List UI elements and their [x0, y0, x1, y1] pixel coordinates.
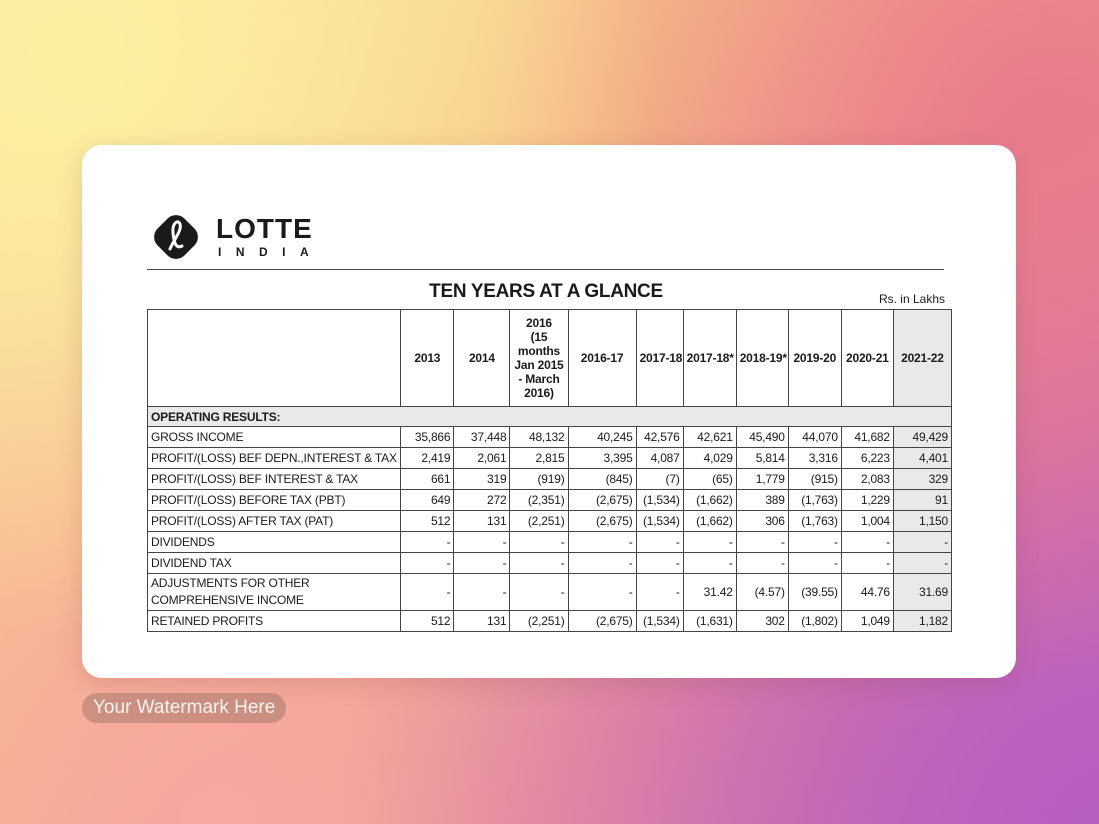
- value-cell: -: [636, 574, 683, 611]
- table-row: [148, 490, 952, 511]
- value-cell: -: [401, 532, 454, 553]
- lotte-badge-icon: [148, 209, 204, 265]
- column-header: 2017-18: [636, 310, 683, 407]
- value-cell: -: [736, 553, 788, 574]
- row-label: DIVIDENDS: [148, 532, 401, 553]
- value-cell: -: [736, 532, 788, 553]
- value-cell: (1,534): [636, 490, 683, 511]
- value-cell: 31.69: [893, 574, 951, 611]
- value-cell: (845): [568, 469, 636, 490]
- column-header: 2013: [401, 310, 454, 407]
- table-row: [148, 511, 952, 532]
- value-cell: (919): [510, 469, 568, 490]
- table-row: [148, 448, 952, 469]
- value-cell: (7): [636, 469, 683, 490]
- value-cell: 512: [401, 611, 454, 632]
- value-cell: 302: [736, 611, 788, 632]
- value-cell: (1,802): [788, 611, 841, 632]
- value-cell: 1,150: [893, 511, 951, 532]
- value-cell: -: [841, 532, 893, 553]
- value-cell: (2,251): [510, 511, 568, 532]
- value-cell: -: [510, 532, 568, 553]
- value-cell: (915): [788, 469, 841, 490]
- logo-subtitle: INDIA: [218, 245, 324, 259]
- value-cell: 661: [401, 469, 454, 490]
- value-cell: -: [893, 553, 951, 574]
- value-cell: 44.76: [841, 574, 893, 611]
- value-cell: -: [683, 532, 736, 553]
- row-label: PROFIT/(LOSS) BEF INTEREST & TAX: [148, 469, 401, 490]
- value-cell: -: [454, 553, 510, 574]
- value-cell: (1,763): [788, 511, 841, 532]
- header-blank-cell: [148, 310, 401, 407]
- table-row: [148, 532, 952, 553]
- value-cell: -: [893, 532, 951, 553]
- section-label: OPERATING RESULTS:: [148, 407, 952, 427]
- value-cell: 40,245: [568, 427, 636, 448]
- value-cell: -: [841, 553, 893, 574]
- row-label: PROFIT/(LOSS) BEF DEPN.,INTEREST & TAX: [148, 448, 401, 469]
- value-cell: -: [568, 574, 636, 611]
- value-cell: 1,229: [841, 490, 893, 511]
- value-cell: (2,351): [510, 490, 568, 511]
- value-cell: 2,061: [454, 448, 510, 469]
- value-cell: -: [454, 574, 510, 611]
- column-header: 2020-21: [841, 310, 893, 407]
- value-cell: (39.55): [788, 574, 841, 611]
- value-cell: -: [568, 553, 636, 574]
- value-cell: 512: [401, 511, 454, 532]
- value-cell: (2,675): [568, 511, 636, 532]
- column-header: 2019-20: [788, 310, 841, 407]
- value-cell: (1,534): [636, 511, 683, 532]
- value-cell: (65): [683, 469, 736, 490]
- lotte-india-logo: [148, 209, 348, 265]
- value-cell: 48,132: [510, 427, 568, 448]
- document-card: [82, 145, 1016, 678]
- section-row: [148, 407, 952, 427]
- value-cell: -: [788, 553, 841, 574]
- value-cell: -: [683, 553, 736, 574]
- value-cell: 35,866: [401, 427, 454, 448]
- row-label: ADJUSTMENTS FOR OTHER COMPREHENSIVE INCOME: [148, 574, 401, 611]
- value-cell: 31.42: [683, 574, 736, 611]
- value-cell: 45,490: [736, 427, 788, 448]
- value-cell: 1,779: [736, 469, 788, 490]
- value-cell: 272: [454, 490, 510, 511]
- ten-years-table: [147, 309, 952, 632]
- value-cell: -: [510, 553, 568, 574]
- value-cell: 91: [893, 490, 951, 511]
- table-row: [148, 469, 952, 490]
- column-header: 2016 (15 months Jan 2015 - March 2016): [510, 310, 568, 407]
- row-label: DIVIDEND TAX: [148, 553, 401, 574]
- value-cell: 5,814: [736, 448, 788, 469]
- value-cell: 42,621: [683, 427, 736, 448]
- value-cell: 2,815: [510, 448, 568, 469]
- row-label: RETAINED PROFITS: [148, 611, 401, 632]
- column-header: 2017-18*: [683, 310, 736, 407]
- value-cell: -: [401, 574, 454, 611]
- value-cell: 306: [736, 511, 788, 532]
- value-cell: 1,182: [893, 611, 951, 632]
- value-cell: (4.57): [736, 574, 788, 611]
- value-cell: 4,029: [683, 448, 736, 469]
- logo-wordmark: LOTTE: [216, 213, 313, 244]
- value-cell: 6,223: [841, 448, 893, 469]
- value-cell: -: [636, 532, 683, 553]
- value-cell: 1,049: [841, 611, 893, 632]
- column-header: 2016-17: [568, 310, 636, 407]
- table-row: [148, 611, 952, 632]
- value-cell: 42,576: [636, 427, 683, 448]
- value-cell: -: [636, 553, 683, 574]
- value-cell: (1,763): [788, 490, 841, 511]
- column-header: 2021-22: [893, 310, 951, 407]
- value-cell: (1,631): [683, 611, 736, 632]
- value-cell: 4,087: [636, 448, 683, 469]
- value-cell: 131: [454, 511, 510, 532]
- value-cell: (2,675): [568, 611, 636, 632]
- value-cell: 649: [401, 490, 454, 511]
- row-label: PROFIT/(LOSS) BEFORE TAX (PBT): [148, 490, 401, 511]
- watermark-label: Your Watermark Here: [82, 693, 286, 723]
- table-title: TEN YEARS AT A GLANCE: [429, 281, 663, 302]
- table-row: [148, 574, 952, 611]
- row-label: GROSS INCOME: [148, 427, 401, 448]
- value-cell: 4,401: [893, 448, 951, 469]
- value-cell: 2,419: [401, 448, 454, 469]
- value-cell: 329: [893, 469, 951, 490]
- value-cell: 389: [736, 490, 788, 511]
- column-header: 2018-19*: [736, 310, 788, 407]
- header-row: [148, 310, 952, 407]
- column-header: 2014: [454, 310, 510, 407]
- value-cell: 319: [454, 469, 510, 490]
- value-cell: -: [788, 532, 841, 553]
- value-cell: 3,395: [568, 448, 636, 469]
- value-cell: 3,316: [788, 448, 841, 469]
- value-cell: (1,534): [636, 611, 683, 632]
- row-label: PROFIT/(LOSS) AFTER TAX (PAT): [148, 511, 401, 532]
- value-cell: (2,251): [510, 611, 568, 632]
- units-note: Rs. in Lakhs: [878, 292, 945, 306]
- value-cell: 49,429: [893, 427, 951, 448]
- value-cell: 1,004: [841, 511, 893, 532]
- value-cell: 131: [454, 611, 510, 632]
- value-cell: -: [454, 532, 510, 553]
- value-cell: 41,682: [841, 427, 893, 448]
- value-cell: -: [401, 553, 454, 574]
- value-cell: -: [510, 574, 568, 611]
- value-cell: (1,662): [683, 511, 736, 532]
- header-rule: [147, 269, 944, 270]
- value-cell: 2,083: [841, 469, 893, 490]
- value-cell: 44,070: [788, 427, 841, 448]
- value-cell: -: [568, 532, 636, 553]
- table-row: [148, 553, 952, 574]
- table-row: [148, 427, 952, 448]
- value-cell: (2,675): [568, 490, 636, 511]
- value-cell: 37,448: [454, 427, 510, 448]
- value-cell: (1,662): [683, 490, 736, 511]
